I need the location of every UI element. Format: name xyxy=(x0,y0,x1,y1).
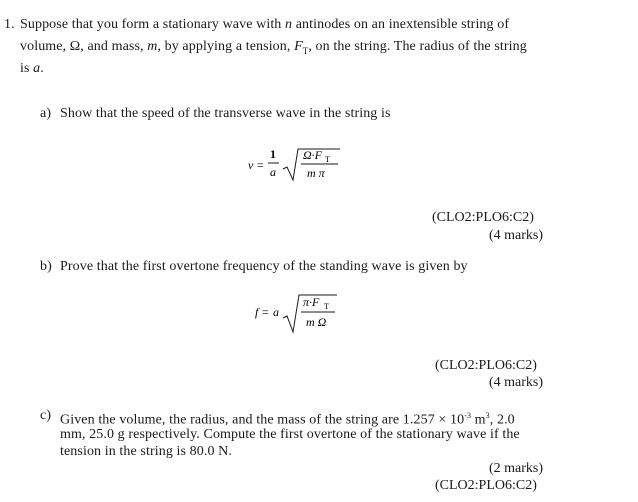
part-c-marks: (2 marks) xyxy=(489,461,544,476)
eq-a-lhs: v xyxy=(248,158,254,172)
part-c-clo: (CLO2:PLO6:C2) xyxy=(435,478,537,493)
svg-text:T: T xyxy=(324,302,329,311)
part-a-marks: (4 marks) xyxy=(489,228,544,243)
part-c-label: c) xyxy=(40,408,52,423)
svg-text:a: a xyxy=(273,305,279,319)
svg-text:f: f xyxy=(255,305,259,319)
question-intro-line-1: Suppose that you form a stationary wave with n antinodes on an inextensible string of xyxy=(20,17,510,32)
question-intro-line-3: is a. xyxy=(20,61,44,76)
svg-text:1: 1 xyxy=(270,147,276,161)
svg-text:Ω·F: Ω·F xyxy=(303,148,323,162)
svg-text:m Ω: m Ω xyxy=(306,315,327,329)
question-intro-line-2: volume, Ω, and mass, m, by applying a tension, $F_T$, on the string. The radius of the string xyxy=(20,39,527,56)
part-c-text-line-2: mm, 25.0 g respectively. Compute the first overtone of the stationary wave if the xyxy=(60,427,520,442)
part-b-clo: (CLO2:PLO6:C2) xyxy=(435,358,537,373)
part-a-label: a) xyxy=(40,106,52,121)
question-number: 1. xyxy=(4,17,15,32)
equation-a xyxy=(248,143,368,193)
svg-text:=: = xyxy=(257,158,264,172)
part-c-text-line-3: tension in the string is 80.0 N. xyxy=(60,444,232,459)
svg-text:m π: m π xyxy=(307,166,325,180)
part-b-marks: (4 marks) xyxy=(489,375,544,390)
svg-text:π·F: π·F xyxy=(303,295,320,309)
part-a-clo: (CLO2:PLO6:C2) xyxy=(432,210,534,225)
part-b-label: b) xyxy=(40,259,52,274)
part-c-text-line-1: Given the volume, the radius, and the mass of the string are $1.257 \times 10^{-3}$ $m^3$, 2.0 xyxy=(60,411,515,428)
equation-b xyxy=(255,290,375,340)
svg-text:=: = xyxy=(262,305,269,319)
svg-text:T: T xyxy=(325,155,330,164)
part-b-text: Prove that the first overtone frequency of the standing wave is given by xyxy=(60,259,468,274)
part-a-text: Show that the speed of the transverse wave in the string is xyxy=(60,106,391,121)
svg-text:a: a xyxy=(270,165,276,179)
